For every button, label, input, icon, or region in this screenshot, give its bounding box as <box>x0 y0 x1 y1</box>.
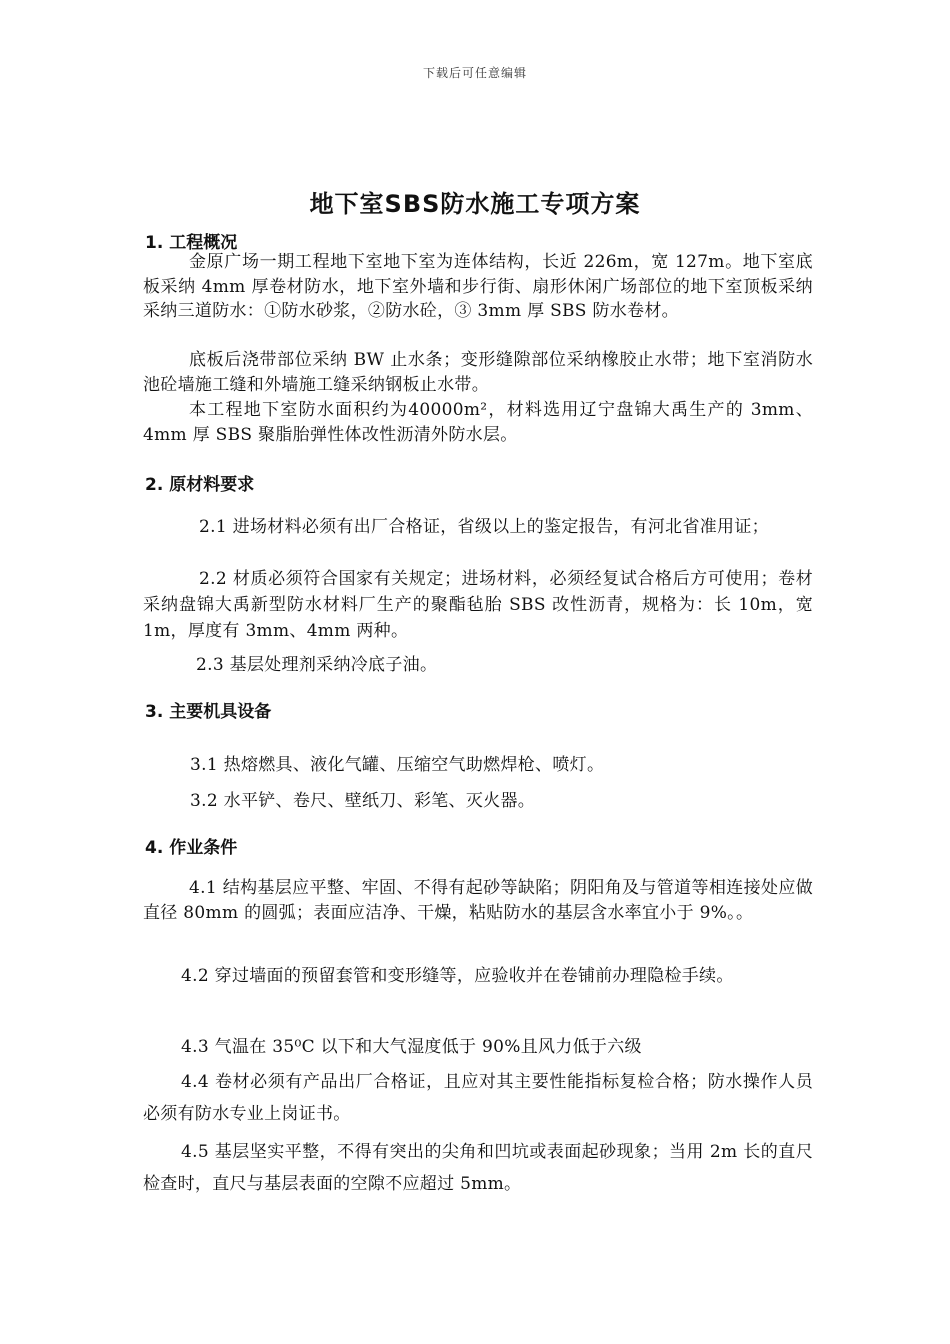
section-1-paragraph-1: 金原广场一期工程地下室地下室为连体结构，长近 226m，宽 127m。地下室底板采纳 4mm 厚卷材防水，地下室外墙和步行街、扇形休闲广场部位的地下室顶板采纳采纳三道防水：①防水砂浆，②防水砼，③ 3mm 厚 SBS 防水卷材。 <box>143 252 813 321</box>
section-4-item-4-5: 4.5 基层坚实平整，不得有突出的尖角和凹坑或表面起砂现象；当用 2m 长的直尺检查时，直尺与基层表面的空隙不应超过 5mm。 <box>143 1142 813 1194</box>
section-3-item-3-1: 3.1 热熔燃具、液化气罐、压缩空气助燃焊枪、喷灯。 <box>190 755 605 775</box>
section-1-paragraph-3: 本工程地下室防水面积约为40000m²，材料选用辽宁盘锦大禹生产的 3mm、4mm 厚 SBS 聚脂胎弹性体改性沥清外防水层。 <box>143 400 813 445</box>
section-2-item-2-3: 2.3 基层处理剂采纳冷底子油。 <box>196 655 438 675</box>
header-note: 下载后可任意编辑 <box>422 66 527 80</box>
section-4-item-4-2: 4.2 穿过墙面的预留套管和变形缝等，应验收并在卷铺前办理隐检手续。 <box>181 966 734 986</box>
document-title: 地下室SBS防水施工专项方案 <box>309 190 641 218</box>
section-1-paragraph-2: 底板后浇带部位采纳 BW 止水条；变形缝隙部位采纳橡胶止水带；地下室消防水池砼墙施工缝和外墙施工缝采纳钢板止水带。 <box>143 350 813 395</box>
section-1-heading: 1. 工程概况 <box>145 233 238 253</box>
section-2-heading: 2. 原材料要求 <box>145 475 255 495</box>
section-3-item-3-2: 3.2 水平铲、卷尺、壁纸刀、彩笔、灭火器。 <box>190 791 536 811</box>
section-3-heading: 3. 主要机具设备 <box>145 702 272 722</box>
section-4-item-4-4: 4.4 卷材必须有产品出厂合格证，且应对其主要性能指标复检合格；防水操作人员必须有防水专业上岗证书。 <box>143 1072 813 1124</box>
section-2-item-2-1: 2.1 进场材料必须有出厂合格证，省级以上的鉴定报告，有河北省准用证； <box>199 517 769 537</box>
section-2-item-2-2: 2.2 材质必须符合国家有关规定；进场材料，必须经复试合格后方可使用；卷材采纳盘锦大禹新型防水材料厂生产的聚酯毡胎 SBS 改性沥青，规格为：长 10m，宽 1m，厚度有 3mm、4mm 两种。 <box>143 569 813 641</box>
section-4-heading: 4. 作业条件 <box>145 838 238 858</box>
section-4-item-4-3: 4.3 气温在 35⁰C 以下和大气湿度低于 90%且风力低于六级 <box>181 1037 642 1057</box>
section-4-item-4-1: 4.1 结构基层应平整、牢固、不得有起砂等缺陷；阴阳角及与管道等相连接处应做直径 80mm 的圆弧；表面应洁净、干燥，粘贴防水的基层含水率宜小于 9%。。 <box>143 878 813 923</box>
